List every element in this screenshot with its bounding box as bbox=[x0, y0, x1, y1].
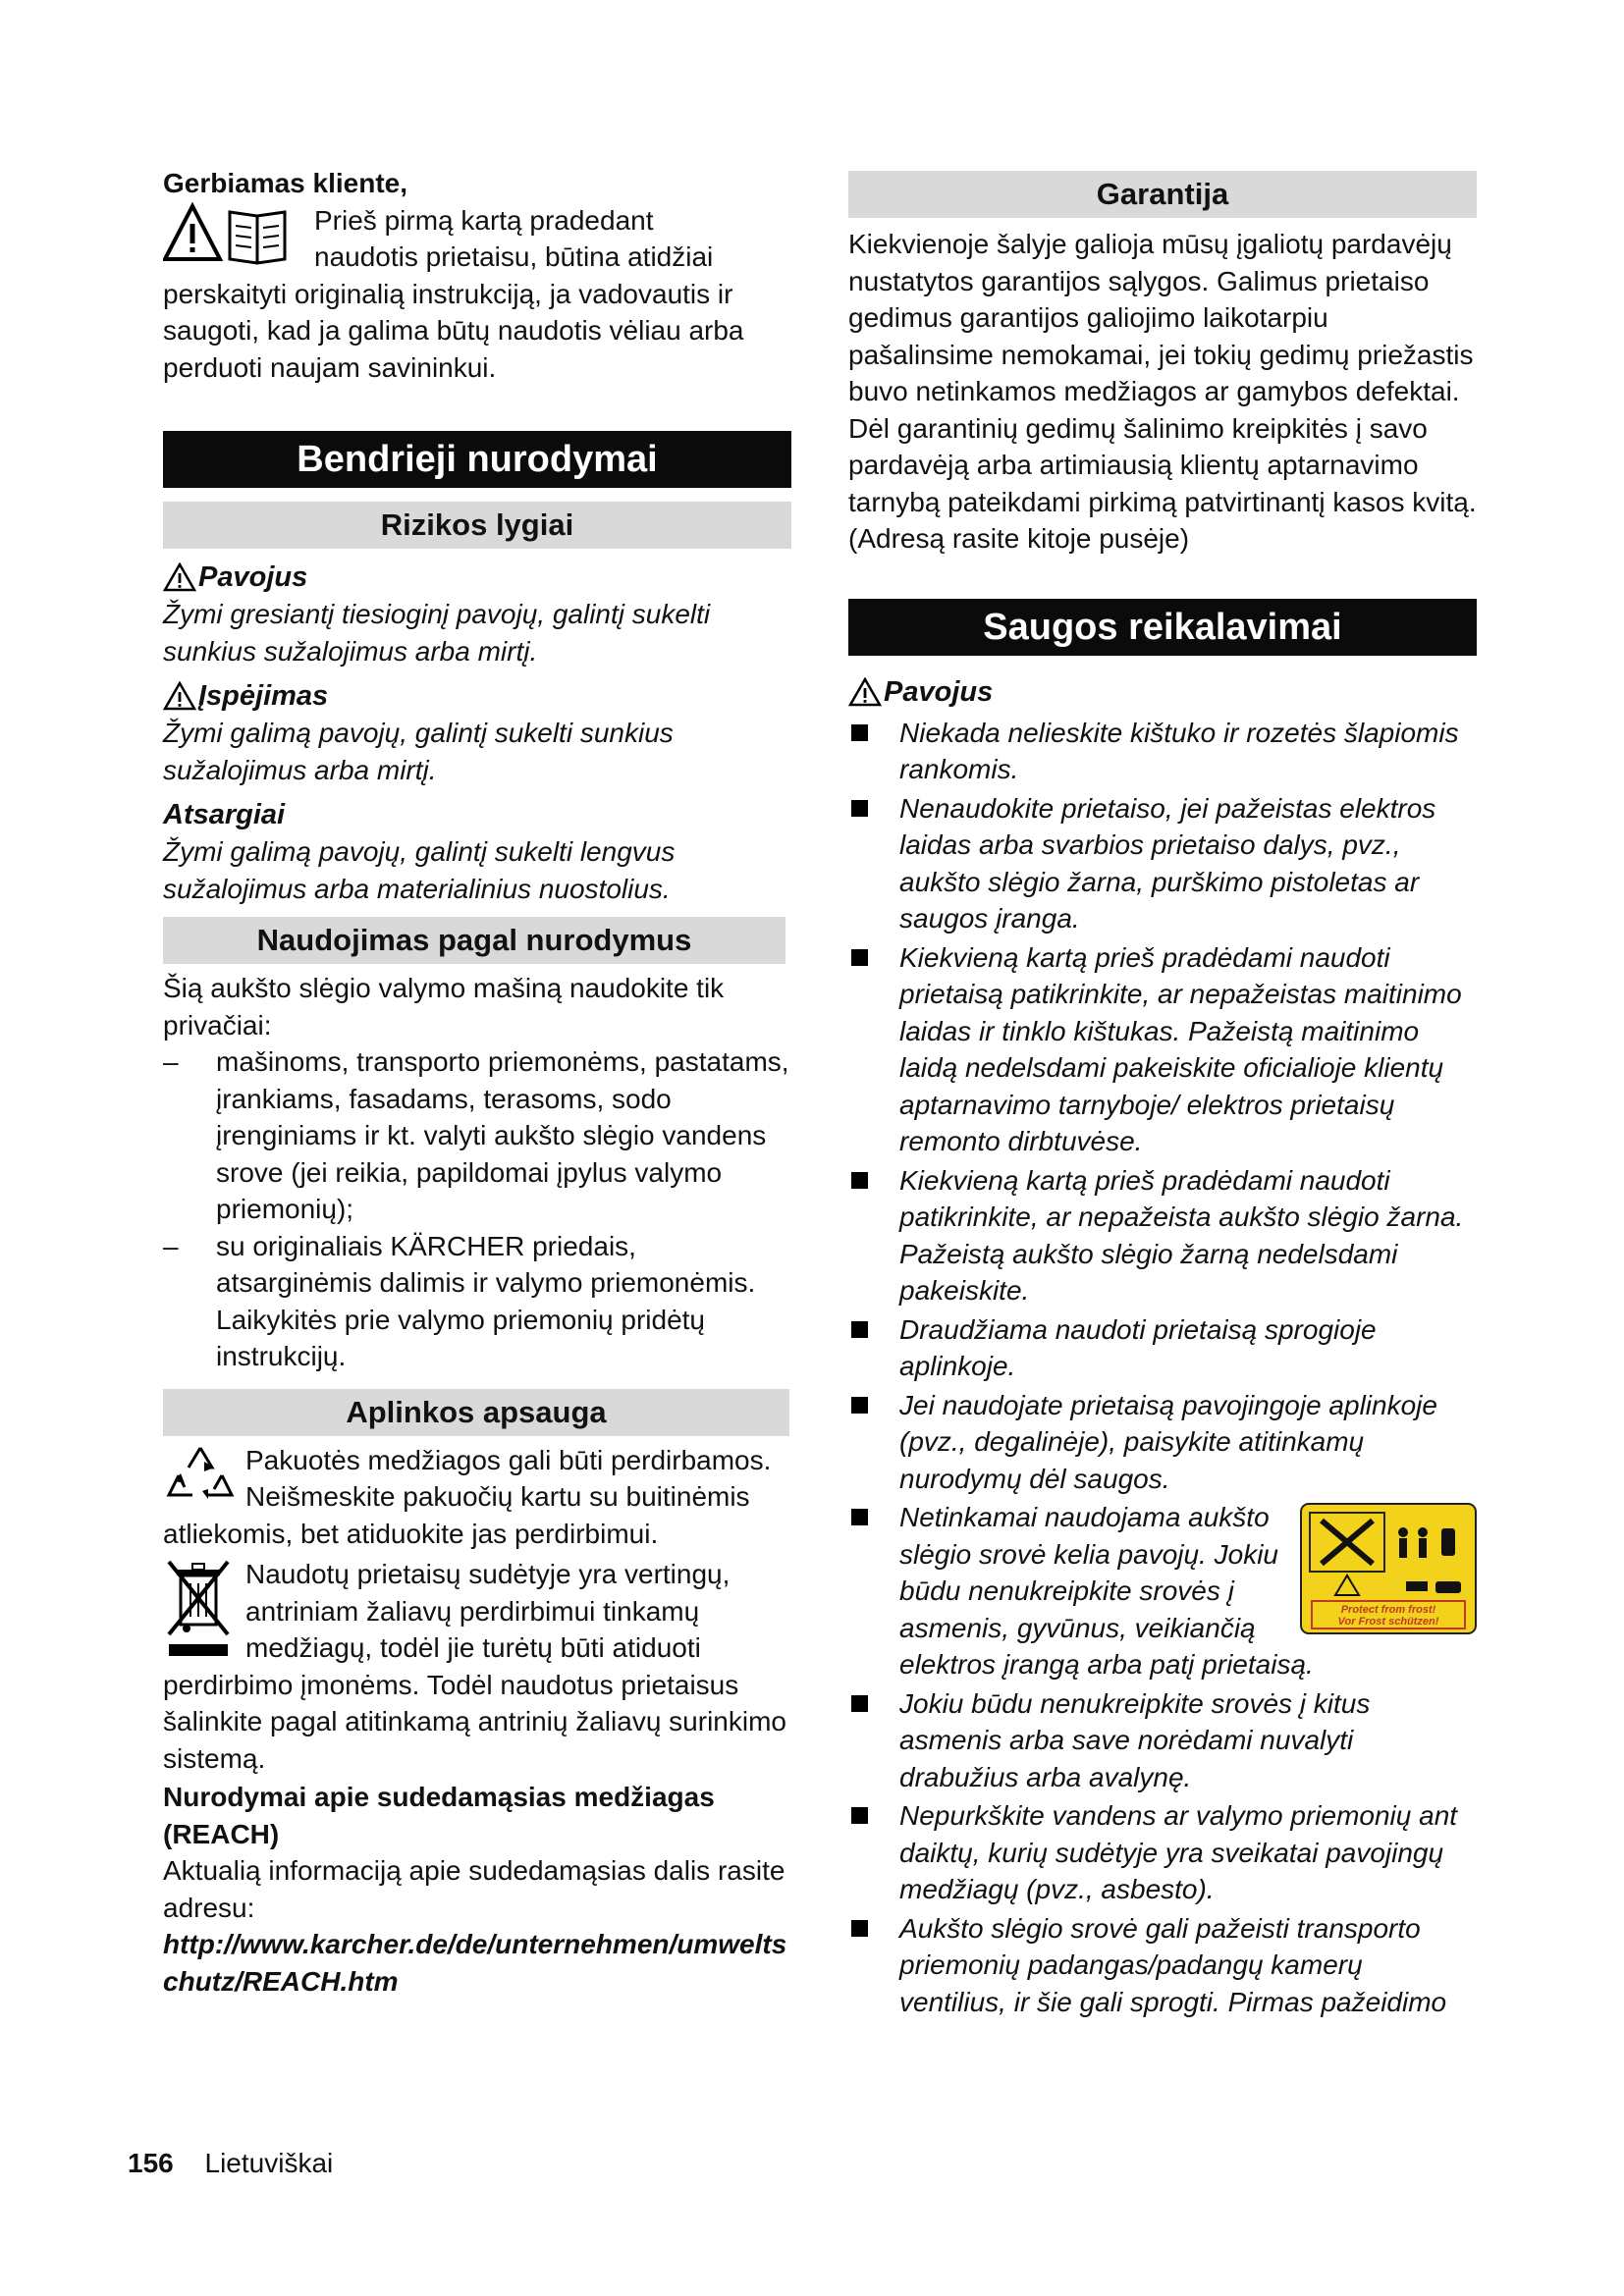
safety-list bbox=[848, 715, 1477, 2021]
crossed-bin-icon bbox=[163, 1556, 238, 1663]
list-item: – su originaliais KÄRCHER priedais, atsarginėmis dalimis ir valymo priemonėmis. Laikykitės prie valymo priemonių pridėtų instrukcijų. bbox=[163, 1230, 756, 1371]
warning-text: Žymi galimą pavojų, galintį sukelti sunkius sužalojimus arba mirtį. bbox=[163, 718, 674, 785]
warranty-heading: Garantija bbox=[848, 171, 1477, 218]
right-column bbox=[848, 171, 1477, 2022]
footer-language: Lietuviškai bbox=[204, 2148, 334, 2178]
environment-packaging bbox=[163, 1442, 791, 1553]
environment-packaging-text: Pakuotės medžiagos gali būti perdirbamos. Neišmeskite pakuočių kartu su buitinėmis atliekomis, bet atiduokite jas perdirbimui. bbox=[163, 1444, 772, 1549]
greeting-line-2: naudotis prietaisu, būtina atidžiai bbox=[314, 241, 714, 272]
greeting-line-1: Prieš pirmą kartą pradedant bbox=[314, 204, 654, 236]
warning-triangle-icon bbox=[848, 677, 882, 707]
greeting-block bbox=[163, 202, 791, 276]
warning-heading bbox=[163, 677, 791, 715]
svg-text:Vor Frost schützen!: Vor Frost schützen! bbox=[1337, 1616, 1439, 1628]
warning-triangle-icon bbox=[163, 681, 196, 711]
list-item: Jokiu būdu nenukreipkite srovės į kitus asmenis arba save norėdami nuvalyti drabužius arba avalynę. bbox=[848, 1685, 1477, 1796]
list-item: – mašinoms, transporto priemonėms, pastatams, įrankiams, fasadams, terasoms, sodo įrenginiams ir kt. valyti aukšto slėgio vandens srove (jei reikia, papildomai įpylus valymo priemonių); bbox=[163, 1046, 789, 1224]
danger-label: Pavojus bbox=[198, 561, 308, 593]
intended-use-intro: Šią aukšto slėgio valymo mašiną naudokite tik privačiai: bbox=[163, 973, 725, 1041]
list-item: Kiekvieną kartą prieš pradėdami naudoti prietaisą patikrinkite, ar nepažeistas maitinimo laidas ir tinklo kištukas. Pažeistą maitinimo laidą nedelsdami pakeiskite oficialioje klientų aptarnavimo tarnyboje/ elektros prietaisų remonto dirbtuvėse. bbox=[848, 939, 1477, 1160]
caution-label: Atsargiai bbox=[163, 799, 286, 830]
reach-url-link[interactable]: http://www.karcher.de/de/unternehmen/umweltschutz/REACH.htm bbox=[163, 1929, 787, 1997]
list-item: Jei naudojate prietaisą pavojingoje aplinkoje (pvz., degalinėje), paisykite atitinkamų nurodymų dėl saugos. bbox=[848, 1387, 1477, 1498]
reach-text: Aktualią informaciją apie sudedamąsias dalis rasite adresu: bbox=[163, 1855, 785, 1923]
greeting-title: Gerbiamas kliente, bbox=[163, 168, 408, 198]
list-item: Nenaudokite prietaiso, jei pažeistas elektros laidas arba svarbios prietaiso dalys, pvz., aukšto slėgio žarna, purškimo pistoletas ar saugos įranga. bbox=[848, 790, 1477, 937]
section-title-general: Bendrieji nurodymai bbox=[163, 431, 791, 488]
environment-disposal bbox=[163, 1556, 791, 1777]
safety-sticker-image bbox=[1300, 1503, 1477, 1634]
page-footer bbox=[128, 2148, 333, 2179]
risk-levels-heading: Rizikos lygiai bbox=[163, 502, 791, 549]
section-title-safety: Saugos reikalavimai bbox=[848, 599, 1477, 656]
greeting-text: perskaityti originalią instrukciją, ja vadovautis ir saugoti, kad ja galima būtų naudotis vėliau arba perduoti naujam savininkui. bbox=[163, 278, 744, 383]
svg-text:Protect from frost!: Protect from frost! bbox=[1340, 1604, 1436, 1616]
list-item: Protect from frost! Vor Frost schützen! Netinkamai naudojama aukšto slėgio srovė kelia pavojų. Jokiu būdu nenukreipkite srovės į asmenis, gyvūnus, veikiančią elektros įrangą arba patį prietaisą. bbox=[848, 1499, 1477, 1683]
intended-use-heading: Naudojimas pagal nurodymus bbox=[163, 917, 785, 964]
recycle-icon bbox=[163, 1442, 238, 1512]
list-item: Niekada nelieskite kištuko ir rozetės šlapiomis rankomis. bbox=[848, 715, 1477, 788]
warning-manual-icon bbox=[163, 202, 306, 270]
warning-label: Įspėjimas bbox=[198, 680, 329, 712]
list-item: Kiekvieną kartą prieš pradėdami naudoti patikrinkite, ar nepažeista aukšto slėgio žarna. Pažeistą aukšto slėgio žarną nedelsdami pakeiskite. bbox=[848, 1162, 1477, 1309]
warning-triangle-icon bbox=[163, 562, 196, 592]
left-column bbox=[163, 165, 791, 2000]
environment-disposal-text: Naudotų prietaisų sudėtyje yra vertingų, antriniam žaliavų perdirbimui tinkamų medžiagų, todėl jie turėtų būti atiduoti perdirbimo įmonėms. Todėl naudotus prietaisus šalinkite pagal atitinkamą antrinių žaliavų surinkimo sistemą. bbox=[163, 1559, 786, 1774]
reach-heading: Nurodymai apie sudedamąsias medžiagas (REACH) bbox=[163, 1782, 715, 1849]
list-item: Nepurkškite vandens ar valymo priemonių ant daiktų, kurių sudėtyje yra sveikatai pavojingų medžiagų (pvz., asbesto). bbox=[848, 1797, 1477, 1908]
list-item-text: mašinoms, transporto priemonėms, pastatams, įrankiams, fasadams, terasoms, sodo įrenginiams ir kt. valyti aukšto slėgio vandens srove (jei reikia, papildomai įpylus valymo priemonių); bbox=[216, 1046, 789, 1224]
caution-text: Žymi galimą pavojų, galintį sukelti lengvus sužalojimus arba materialinius nuostolius. bbox=[163, 836, 676, 904]
list-item: Draudžiama naudoti prietaisą sprogioje aplinkoje. bbox=[848, 1311, 1477, 1385]
safety-danger-label: Pavojus bbox=[884, 675, 994, 708]
danger-text: Žymi gresiantį tiesioginį pavojų, galintį sukelti sunkius sužalojimus arba mirtį. bbox=[163, 599, 711, 667]
list-item: Aukšto slėgio srovė gali pažeisti transporto priemonių padangas/padangų kamerų ventilius, ir šie gali sprogti. Pirmas pažeidimo bbox=[848, 1910, 1477, 2021]
page-number: 156 bbox=[128, 2148, 174, 2178]
caution-heading bbox=[163, 796, 791, 833]
list-item-text: su originaliais KÄRCHER priedais, atsarginėmis dalimis ir valymo priemonėmis. Laikykitės prie valymo priemonių pridėtų instrukcijų. bbox=[216, 1230, 756, 1371]
safety-danger-heading bbox=[848, 673, 1477, 711]
environment-heading: Aplinkos apsauga bbox=[163, 1389, 789, 1436]
danger-heading bbox=[163, 559, 791, 596]
warranty-text: Kiekvienoje šalyje galioja mūsų įgaliotų pardavėjų nustatytos garantijos sąlygos. Galimus prietaiso gedimus garantijos galiojimo laikotarpiu pašalinsime nemokamai, jei tokių gedimų priežastis buvo netinkamos medžiagos ar gamybos defektai. Dėl garantinių gedimų šalinimo kreipkitės į savo pardavėją arba artimiausią klientų aptarnavimo tarnybą pateikdami pirkimą patvirtinantį kasos kvitą. (Adresą rasite kitoje pusėje) bbox=[848, 229, 1477, 554]
